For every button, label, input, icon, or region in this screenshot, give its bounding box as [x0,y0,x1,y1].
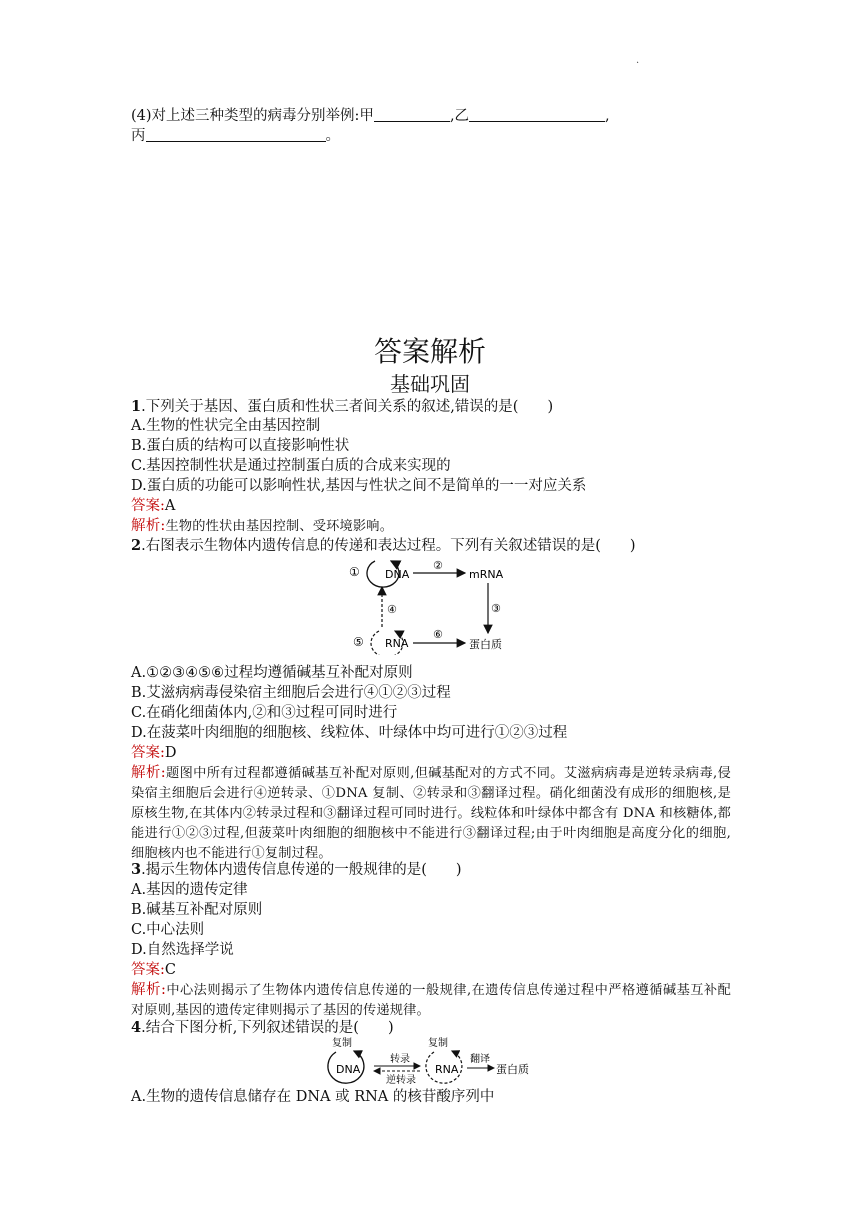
q4-prev-line2: 丙 。 [131,128,340,144]
blank-bing[interactable] [146,126,326,142]
q1-answer: 答案:A [131,498,176,514]
q3-explanation: 解析:中心法则揭示了生物体内遗传信息传递的一般规律,在遗传信息传递过程中严格遵循碱基互补配对原则,基因的遗传定律则揭示了基因的传递规律。 [131,982,731,1018]
q4-stem: 4.结合下图分析,下列叙述错误的是( ) [131,1019,394,1036]
q2-stem: 2.右图表示生物体内遗传信息的传递和表达过程。下列有关叙述错误的是( ) [131,537,636,554]
blank-jia[interactable] [374,106,450,122]
q2-option-d: D.在菠菜叶肉细胞的细胞核、线粒体、叶绿体中均可进行①②③过程 [131,725,568,741]
q3-option-b: B.碱基互补配对原则 [131,902,263,918]
blank-yi[interactable] [469,106,605,122]
q1-stem: 1.下列关于基因、蛋白质和性状三者间关系的叙述,错误的是( ) [131,398,554,415]
q3-answer: 答案:C [131,962,176,978]
label-copy-dna: 复制 [332,1038,352,1049]
label-rna-2: RNA [435,1063,459,1076]
q2-answer: 答案:D [131,745,177,761]
label-protein: 蛋白质 [469,638,502,651]
label-reverse: 逆转录 [386,1075,416,1086]
label-n2: ② [433,559,443,572]
label-copy-rna: 复制 [428,1038,448,1049]
central-dogma-diagram-1 [345,557,520,655]
q1-option-d: D.蛋白质的功能可以影响性状,基因与性状之间不是简单的一一对应关系 [131,478,587,494]
q4-prev-line1: (4)对上述三种类型的病毒分别举例:甲 ,乙 , [131,108,610,124]
label-n6: ⑥ [433,628,443,641]
label-rna: RNA [385,637,409,650]
label-translate: 翻译 [470,1054,490,1065]
q1-option-a: A.生物的性状完全由基因控制 [131,418,321,434]
label-n4: ④ [387,603,397,616]
sub-heading: 基础巩固 [390,372,470,396]
main-heading: 答案解析 [373,335,486,368]
q2-option-b: B.艾滋病病毒侵染宿主细胞后会进行④①②③过程 [131,685,451,701]
q2-option-c: C.在硝化细菌体内,②和③过程可同时进行 [131,705,398,721]
label-mrna: mRNA [469,568,504,581]
q3-option-c: C.中心法则 [131,922,205,938]
label-dna-2: DNA [336,1063,361,1076]
label-transcribe: 转录 [390,1054,410,1065]
label-n5: ⑤ [353,635,364,649]
q3-option-a: A.基因的遗传定律 [131,882,248,898]
label-n1: ① [349,565,360,579]
q4-option-a: A.生物的遗传信息储存在 DNA 或 RNA 的核苷酸序列中 [131,1089,495,1105]
label-dna: DNA [385,568,410,581]
q1-explanation: 解析:生物的性状由基因控制、受环境影响。 [131,518,394,534]
label-n3: ③ [491,602,501,615]
q1-option-c: C.基因控制性状是通过控制蛋白质的合成来实现的 [131,458,451,474]
label-protein-2: 蛋白质 [496,1063,529,1076]
q2-explanation: 解析:题图中所有过程都遵循碱基互补配对原则,但碱基配对的方式不同。艾滋病病毒是逆转录病毒,侵染宿主细胞后会进行④逆转录、①DNA 复制、②转录和③翻译过程。硝化细菌没有成形的细胞核,是原核生物,在其体内②转录过程和③翻译过程可同时进行。线粒体和叶绿体中都含有 DNA 和核糖体,都能进行①②③过程,但菠菜叶肉细胞的细胞核中不能进行③翻译过程;由于叶肉细胞是高度分化的细胞,细胞核内也不能进行①复制过程。 [131,765,731,861]
central-dogma-diagram-2 [322,1036,537,1088]
page-dot: · [636,58,640,69]
q2-option-a: A.①②③④⑤⑥过程均遵循碱基互补配对原则 [131,665,413,681]
q3-option-d: D.自然选择学说 [131,942,234,958]
q1-option-b: B.蛋白质的结构可以直接影响性状 [131,438,350,454]
q3-stem: 3.揭示生物体内遗传信息传递的一般规律的是( ) [131,861,462,878]
